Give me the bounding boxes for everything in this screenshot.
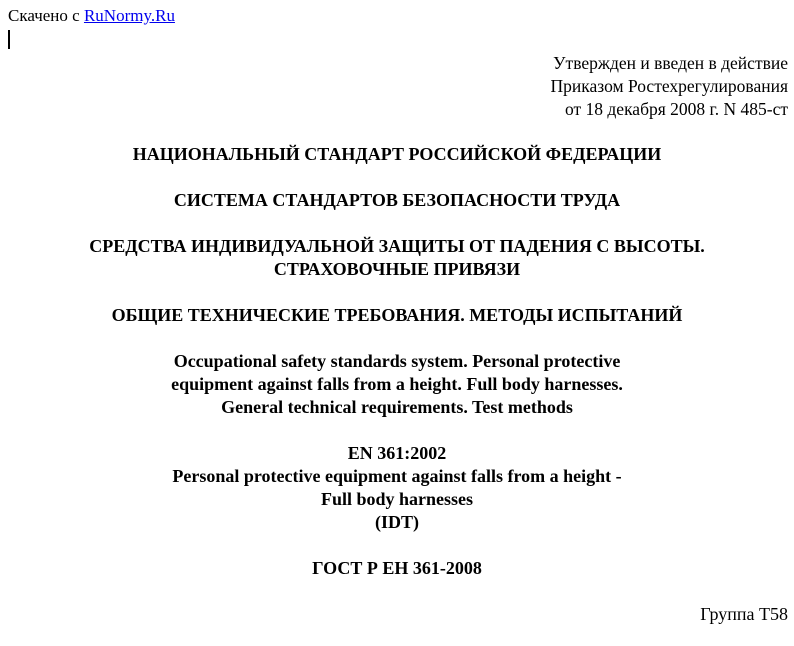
group-label: Группа Т58	[700, 604, 788, 624]
source-prefix: Скачено с	[8, 6, 84, 25]
en-reference	[0, 442, 794, 534]
approval-line-3: от 18 декабря 2008 г. N 485-ст	[564, 99, 788, 119]
english-title-line-1: Occupational safety standards system. Personal protective	[173, 351, 621, 371]
system-heading: СИСТЕМА СТАНДАРТОВ БЕЗОПАСНОСТИ ТРУДА	[173, 190, 621, 210]
subject-heading	[0, 235, 794, 281]
english-title-line-2: equipment against falls from a height. Full body harnesses.	[171, 374, 623, 394]
source-note	[8, 6, 175, 26]
national-standard-heading: НАЦИОНАЛЬНЫЙ СТАНДАРТ РОССИЙСКОЙ ФЕДЕРАЦИИ	[132, 144, 662, 164]
en-reference-idt: (IDT)	[375, 512, 419, 532]
subject-line-2: СТРАХОВОЧНЫЕ ПРИВЯЗИ	[273, 259, 521, 279]
approval-line-2: Приказом Ростехрегулирования	[550, 76, 788, 96]
english-title-line-3: General technical requirements. Test methods	[221, 397, 573, 417]
approval-block	[551, 52, 788, 121]
english-title	[0, 350, 794, 419]
gost-code: ГОСТ Р ЕН 361-2008	[312, 558, 482, 578]
subject-line-1: СРЕДСТВА ИНДИВИДУАЛЬНОЙ ЗАЩИТЫ ОТ ПАДЕНИЯ С ВЫСОТЫ.	[89, 236, 705, 256]
source-link[interactable]: RuNormy.Ru	[83, 6, 175, 25]
en-reference-title-1: Personal protective equipment against falls from a height -	[172, 466, 622, 486]
text-cursor	[8, 30, 10, 49]
en-reference-code: EN 361:2002	[347, 443, 447, 463]
approval-line-1: Утвержден и введен в действие	[553, 53, 788, 73]
en-reference-title-2: Full body harnesses	[320, 489, 474, 509]
requirements-heading: ОБЩИЕ ТЕХНИЧЕСКИЕ ТРЕБОВАНИЯ. МЕТОДЫ ИСПЫТАНИЙ	[111, 305, 683, 325]
